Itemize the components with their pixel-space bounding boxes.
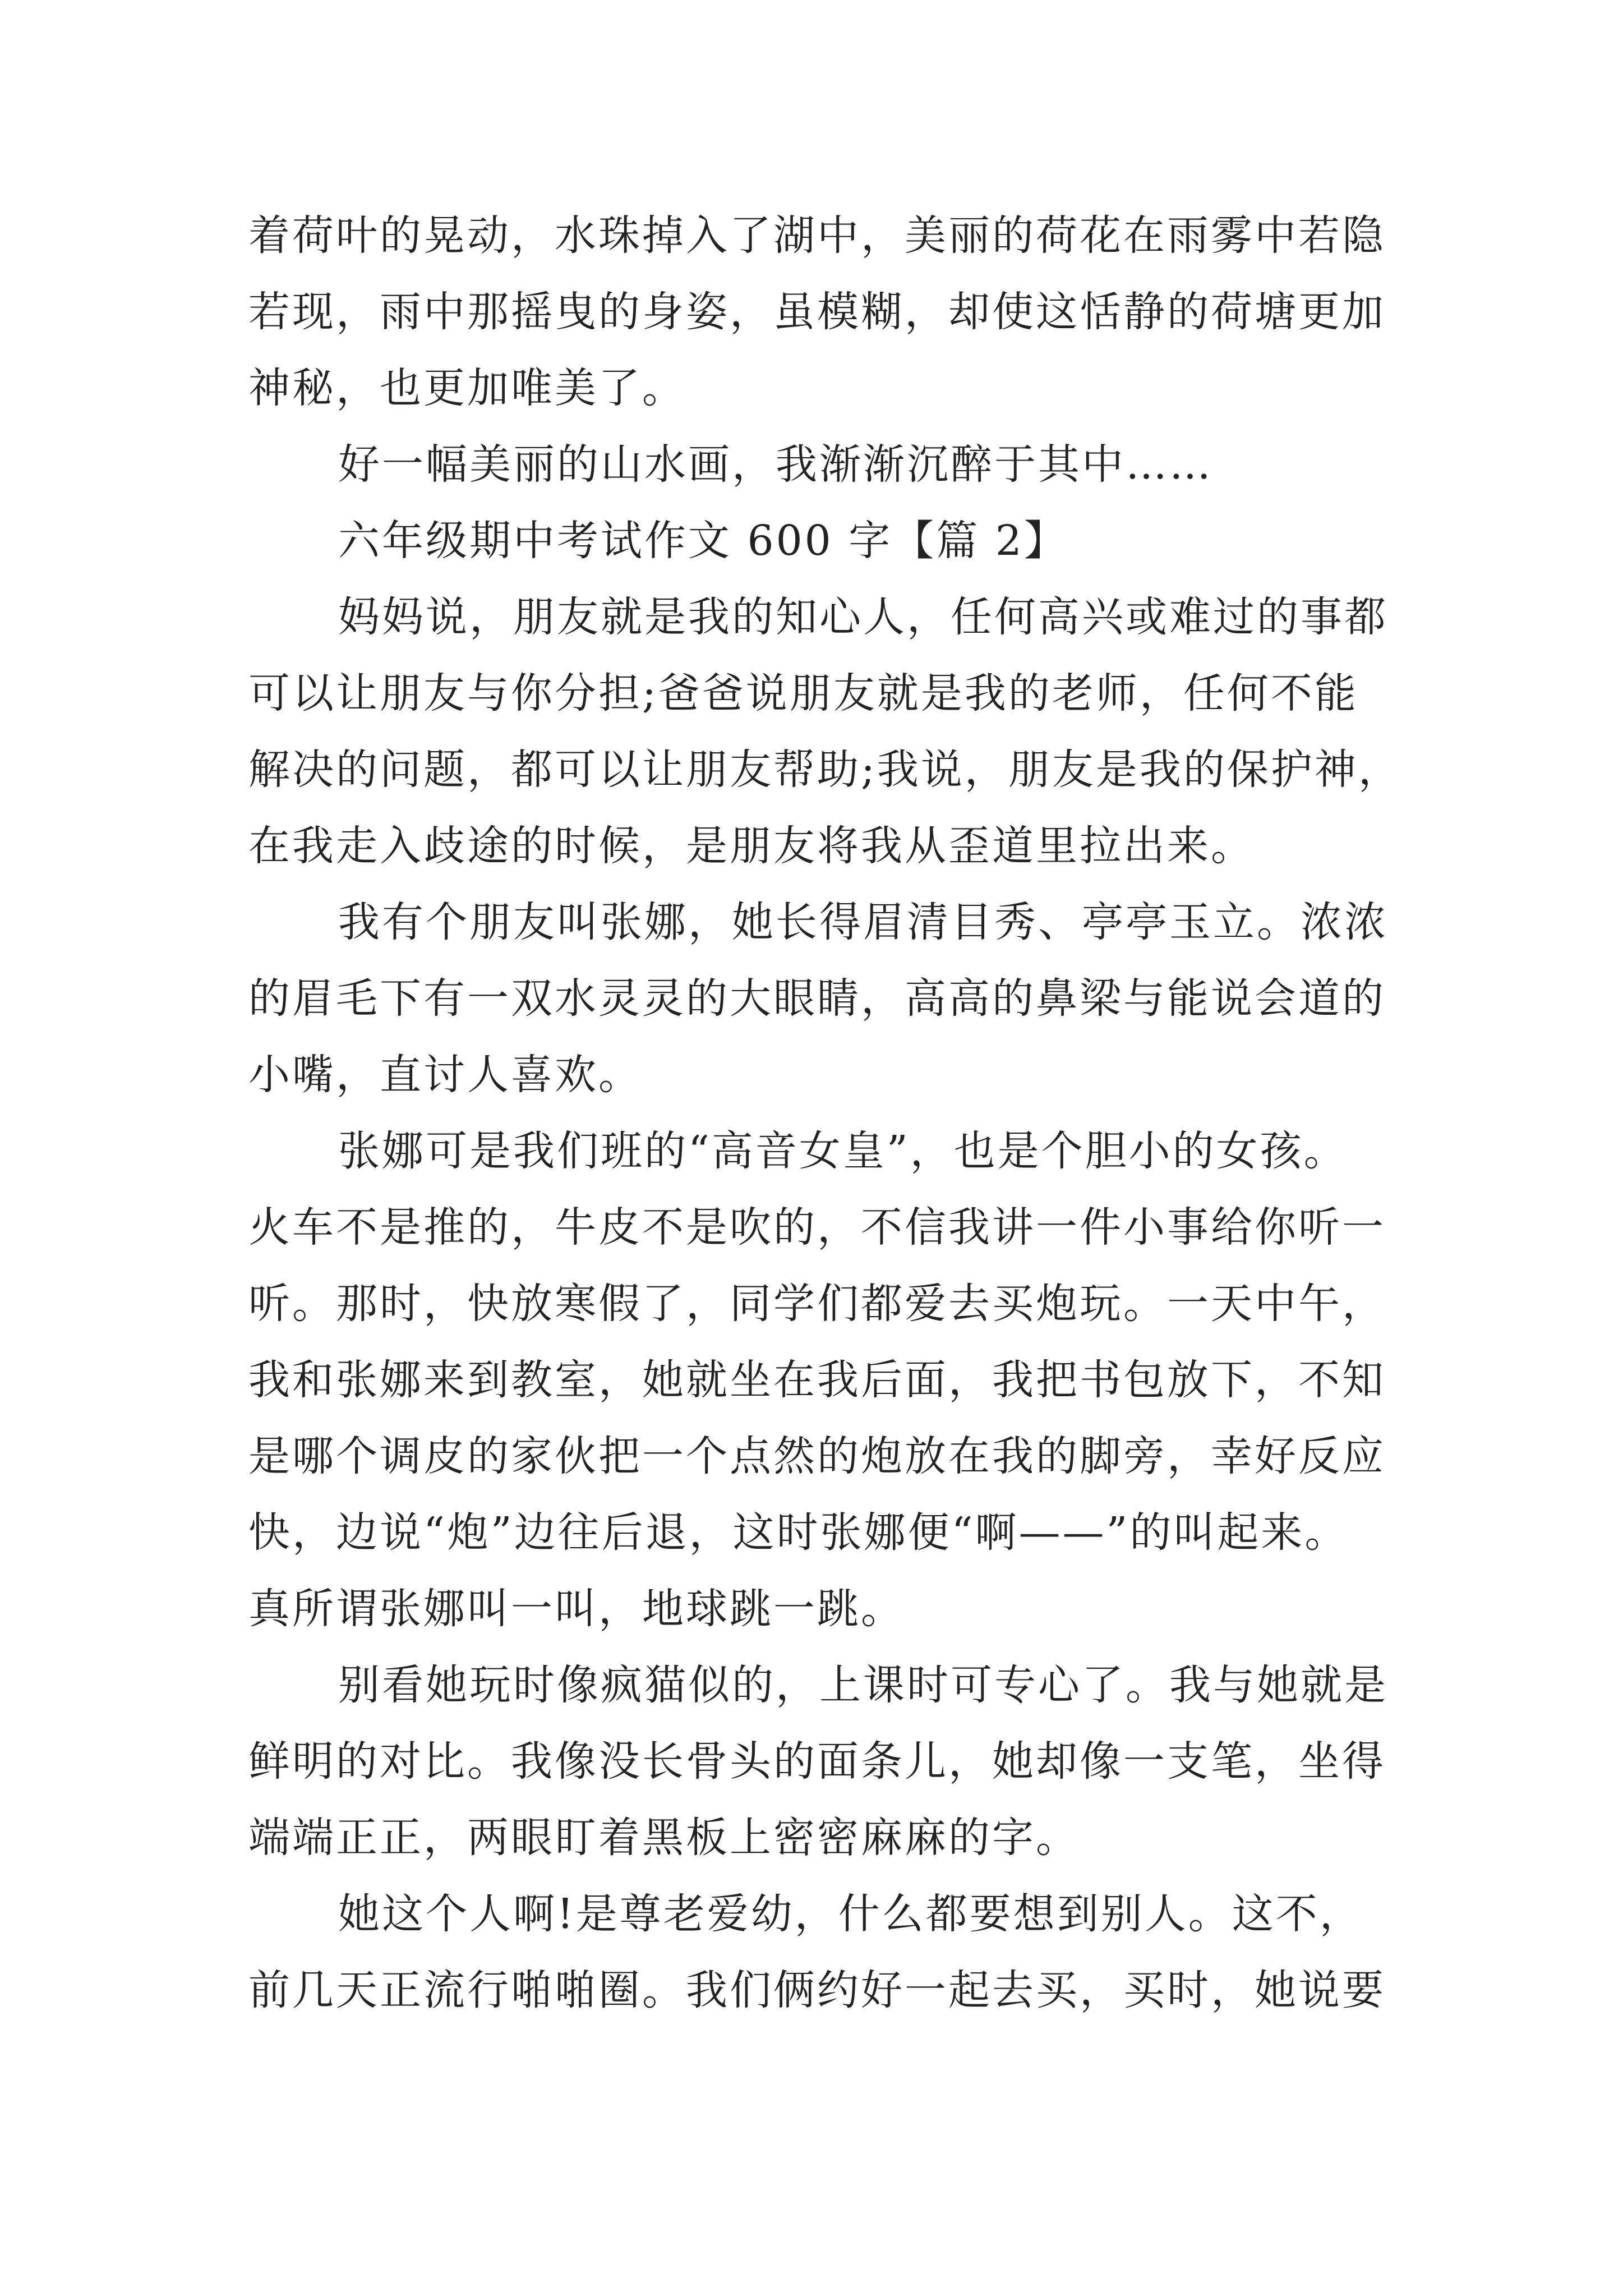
- text-line: 我有个朋友叫张娜，她长得眉清目秀、亭亭玉立。浓浓: [338, 898, 1388, 946]
- document-body: [248, 197, 1402, 2028]
- text-line: 可以让朋友与你分担;爸爸说朋友就是我的老师，任何不能: [248, 669, 1358, 717]
- text-line: 前几天正流行啪啪圈。我们俩约好一起去买，买时，她说要: [248, 1966, 1386, 2014]
- text-line: 是哪个调皮的家伙把一个点然的炮放在我的脚旁，幸好反应: [248, 1432, 1386, 1480]
- text-line: 妈妈说，朋友就是我的知心人，任何高兴或难过的事都: [338, 593, 1388, 641]
- text-line: 她这个人啊!是尊老爱幼，什么都要想到别人。这不，: [338, 1890, 1363, 1938]
- text-line: 鲜明的对比。我像没长骨头的面条儿，她却像一支笔，坐得: [248, 1737, 1386, 1786]
- text-line: 真所谓张娜叫一叫，地球跳一跳。: [248, 1585, 905, 1633]
- text-line: 听。那时，快放寒假了，同学们都爱去买炮玩。一天中午，: [248, 1280, 1386, 1328]
- text-line: 在我走入歧途的时候，是朋友将我从歪道里拉出来。: [248, 822, 1255, 870]
- text-line: 我和张娜来到教室，她就坐在我后面，我把书包放下，不知: [248, 1356, 1386, 1404]
- text-line: 快，边说“炮”边往后退，这时张娜便“啊——”的叫起来。: [248, 1508, 1349, 1557]
- text-line: 六年级期中考试作文 600 字【篇 2】: [338, 517, 1068, 565]
- text-line: 火车不是推的，牛皮不是吹的，不信我讲一件小事给你听一: [248, 1203, 1386, 1251]
- text-line: 别看她玩时像疯猫似的，上课时可专心了。我与她就是: [338, 1661, 1388, 1709]
- text-line: 神秘，也更加唯美了。: [248, 364, 686, 412]
- text-line: 张娜可是我们班的“高音女皇”，也是个胆小的女孩。: [338, 1127, 1348, 1175]
- text-line: 解决的问题，都可以让朋友帮助;我说，朋友是我的保护神，: [248, 746, 1402, 794]
- text-line: 的眉毛下有一双水灵灵的大眼睛，高高的鼻梁与能说会道的: [248, 974, 1386, 1023]
- text-line: 小嘴，直讨人喜欢。: [248, 1051, 642, 1099]
- text-line: 若现，雨中那摇曳的身姿，虽模糊，却使这恬静的荷塘更加: [248, 288, 1386, 336]
- text-line: 端端正正，两眼盯着黑板上密密麻麻的字。: [248, 1814, 1080, 1862]
- text-line: 好一幅美丽的山水画，我渐渐沉醉于其中……: [338, 440, 1213, 489]
- text-line: 着荷叶的晃动，水珠掉入了湖中，美丽的荷花在雨雾中若隐: [248, 211, 1386, 260]
